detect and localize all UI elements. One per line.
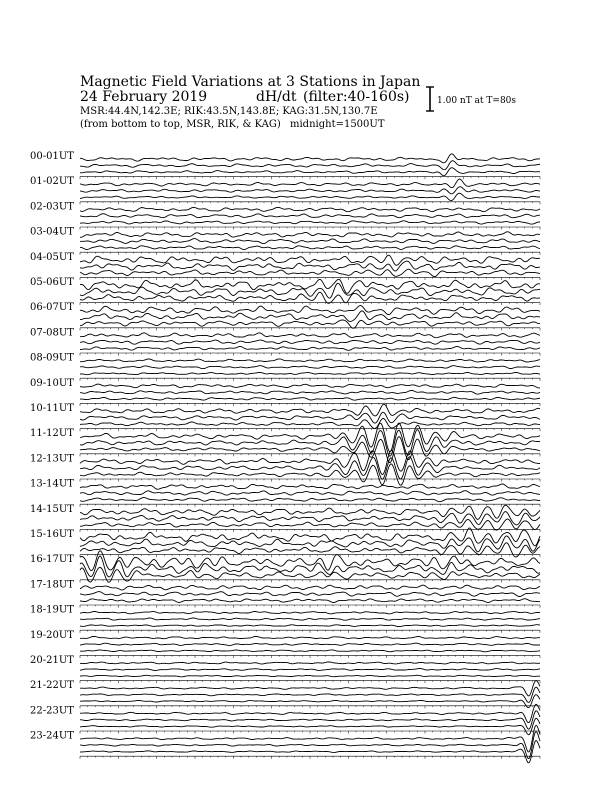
hour-label-11: 11-12UT	[30, 428, 74, 440]
trace-msr-10	[80, 419, 540, 429]
trace-msr-11	[80, 437, 540, 463]
trace-rik-19	[80, 643, 540, 645]
trace-kag-7	[80, 333, 540, 338]
hour-label-5: 05-06UT	[30, 277, 74, 288]
trace-kag-9	[80, 384, 540, 388]
trace-rik-9	[80, 391, 540, 395]
trace-kag-8	[80, 359, 540, 362]
trace-kag-2	[80, 207, 540, 211]
hour-label-2: 02-03UT	[30, 201, 74, 213]
traces	[80, 154, 540, 763]
hour-label-10: 10-11UT	[30, 403, 74, 414]
midnight-note: midnight=1500UT	[290, 119, 385, 130]
hour-label-0: 00-01UT	[30, 151, 74, 162]
trace-rik-10	[80, 412, 540, 423]
hour-label-16: 16-17UT	[30, 554, 74, 566]
header	[80, 74, 516, 130]
trace-kag-11	[80, 423, 540, 452]
trace-rik-17	[80, 592, 540, 597]
trace-rik-5	[80, 283, 540, 298]
trace-msr-9	[80, 397, 540, 400]
hour-label-7: 07-08UT	[30, 327, 74, 339]
scale-label: 1.00 nT at T=80s	[437, 96, 517, 106]
trace-kag-0	[80, 154, 540, 163]
hour-label-1: 01-02UT	[30, 176, 74, 188]
hour-label-18: 18-19UT	[30, 604, 74, 616]
hour-label-4: 04-05UT	[30, 251, 74, 263]
filter-label: (filter:40-160s)	[303, 89, 410, 105]
hour-label-14: 14-15UT	[30, 503, 74, 515]
hour-label-22: 22-23UT	[30, 705, 74, 717]
trace-rik-15	[80, 536, 540, 552]
order-note: (from bottom to top, MSR, RIK, & KAG)	[80, 119, 281, 130]
hour-label-15: 15-16UT	[30, 529, 74, 540]
hour-label-17: 17-18UT	[30, 579, 74, 591]
trace-msr-0	[80, 168, 540, 176]
trace-rik-0	[80, 161, 540, 170]
trace-kag-16	[80, 551, 540, 571]
trace-kag-17	[80, 585, 540, 590]
trace-kag-1	[80, 179, 540, 188]
trace-rik-23	[80, 732, 540, 759]
hour-label-19: 19-20UT	[30, 629, 74, 641]
trace-msr-23	[80, 741, 540, 763]
hour-label-6: 06-07UT	[30, 302, 74, 314]
trace-msr-14	[80, 519, 540, 530]
trace-msr-19	[80, 650, 540, 652]
trace-kag-13	[80, 484, 540, 489]
trace-msr-1	[80, 193, 540, 201]
hour-label-8: 08-09UT	[30, 352, 74, 364]
trace-msr-18	[80, 625, 540, 627]
trace-rik-6	[80, 311, 540, 322]
trace-rik-7	[80, 340, 540, 344]
hour-label-9: 09-10UT	[30, 377, 74, 389]
scale-bar	[426, 87, 434, 111]
hour-label-21: 21-22UT	[30, 680, 74, 692]
stations-coords: MSR:44.4N,142.3E; RIK:43.5N,143.8E; KAG:31.5N,130.7E	[80, 106, 378, 117]
trace-rik-1	[80, 187, 540, 194]
hour-labels	[30, 151, 74, 742]
trace-msr-7	[80, 347, 540, 351]
trace-rik-8	[80, 366, 540, 369]
trace-msr-17	[80, 599, 540, 603]
trace-kag-6	[80, 306, 540, 315]
date-label: 24 February 2019	[80, 89, 208, 105]
trace-rik-3	[80, 239, 540, 244]
trace-rik-21	[80, 687, 540, 702]
trace-rik-20	[80, 669, 540, 671]
trace-msr-6	[80, 320, 540, 328]
hour-label-12: 12-13UT	[30, 453, 74, 465]
quantity-label: dH/dt	[256, 89, 297, 105]
hour-label-20: 20-21UT	[30, 655, 74, 666]
trace-rik-2	[80, 214, 540, 218]
trace-rik-11	[80, 430, 540, 457]
trace-msr-8	[80, 373, 540, 375]
hour-label-13: 13-14UT	[30, 478, 74, 490]
trace-msr-13	[80, 498, 540, 502]
trace-rik-18	[80, 618, 540, 620]
trace-kag-23	[80, 725, 540, 752]
hour-label-23: 23-24UT	[30, 730, 74, 742]
trace-rik-13	[80, 491, 540, 495]
trace-msr-20	[80, 675, 540, 677]
trace-kag-3	[80, 232, 540, 238]
trace-kag-20	[80, 662, 540, 664]
hour-label-3: 03-04UT	[30, 226, 74, 238]
trace-kag-4	[80, 255, 540, 265]
title: Magnetic Field Variations at 3 Stations in Japan	[80, 74, 421, 90]
trace-kag-18	[80, 612, 540, 614]
trace-msr-2	[80, 221, 540, 224]
trace-kag-19	[80, 636, 540, 638]
trace-msr-3	[80, 246, 540, 250]
trace-msr-5	[80, 292, 540, 303]
trace-msr-4	[80, 269, 540, 276]
